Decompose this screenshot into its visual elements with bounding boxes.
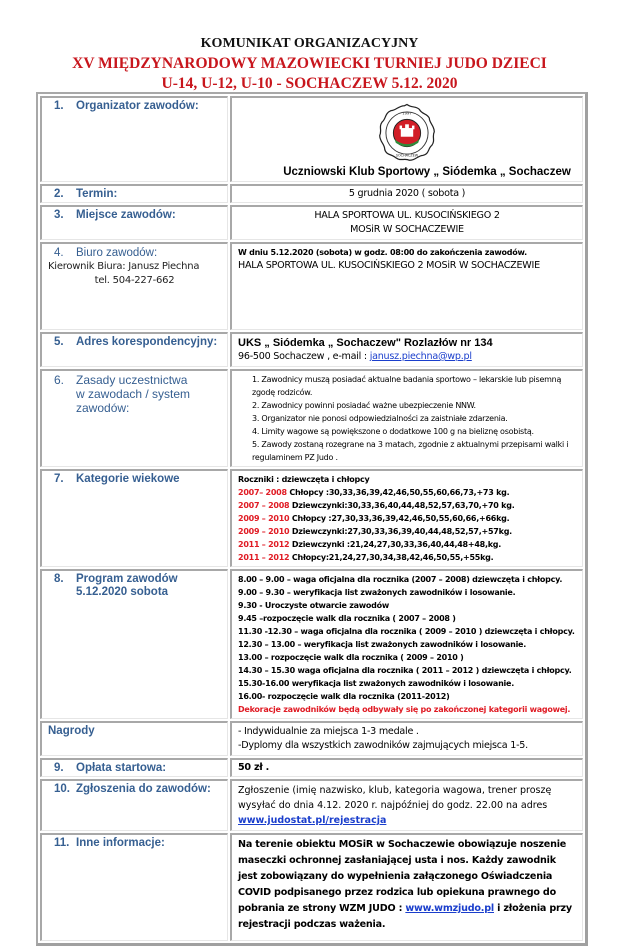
row-prizes <box>40 721 583 756</box>
row-number: 6. <box>54 373 65 387</box>
row-categories <box>40 469 583 567</box>
categories-label: Kategorie wiekowe <box>76 473 180 485</box>
row-number: 5. <box>54 336 64 348</box>
address-line2: 96-500 Sochaczew , e-mail : <box>238 351 370 362</box>
office-label-cell <box>40 242 228 330</box>
categories-intro: Roczniki : dziewczęta i chłopcy <box>238 475 370 484</box>
program-item: 11.30 -12.30 – waga oficjalna dla rocznika ( 2009 – 2010 ) dziewczęta i chłopcy. <box>238 627 575 636</box>
prizes-value-cell <box>230 721 583 756</box>
program-item: 8.00 – 9.00 – waga oficjalna dla rocznika (2007 – 2008) dziewczęta i chłopcy. <box>238 575 563 584</box>
program-item: 16.00- rozpoczęcie walk dla rocznika (2011-2012) <box>238 692 450 701</box>
club-logo-icon <box>376 102 438 164</box>
prizes-label: Nagrody <box>40 721 228 756</box>
program-item: 9.30 - Uroczyste otwarcie zawodów <box>238 601 390 610</box>
rule-item: 1. Zawodnicy muszą posiadać aktualne badania sportowo – lekarskie lub pisemną zgodę rodziców. <box>252 375 562 397</box>
rule-item: 2. Zawodnicy powinni posiadać ważne ubezpieczenie NNW. <box>252 401 476 410</box>
program-item: 15.30-16.00 weryfikacja list zważonych zawodników i losowanie. <box>238 679 514 688</box>
address-label-cell <box>40 332 228 367</box>
category-weights: Dziewczynki:27,30,33,36,39,40,44,48,52,57,+57kg. <box>289 527 512 536</box>
row-office <box>40 242 583 330</box>
category-weights: Dziewczynki:30,33,36,40,44,48,52,57,63,70,+70 kg. <box>289 501 515 510</box>
svg-text:SOCHACZEW: SOCHACZEW <box>395 153 419 158</box>
row-number: 4. <box>54 247 64 259</box>
tournament-name: XV MIĘDZYNARODOWY MAZOWIECKI TURNIEJ JUDO DZIECI <box>72 55 547 72</box>
row-number: 2. <box>54 188 64 200</box>
office-hours: W dniu 5.12.2020 (sobota) w godz. 08:00 do zakończenia zawodów. <box>238 248 527 257</box>
registration-link[interactable]: www.judostat.pl/rejestracja <box>238 815 387 826</box>
program-item: 14.30 – 15.30 waga oficjalna dla rocznika ( 2011 – 2012 ) dziewczęta i chłopcy. <box>238 666 572 675</box>
wmzjudo-link[interactable]: www.wmzjudo.pl <box>405 903 494 914</box>
rule-item: 3. Organizator nie ponosi odpowiedzialności za zaistniałe zdarzenia. <box>252 414 508 423</box>
category-years: 2011 – 2012 <box>238 553 290 562</box>
category-item <box>238 551 576 564</box>
program-date: 5.12.2020 sobota <box>76 586 169 598</box>
row-number: 9. <box>54 762 64 774</box>
registration-value-cell <box>230 779 583 831</box>
rules-label-cell <box>40 369 228 467</box>
row-number: 7. <box>54 473 64 485</box>
registration-text: Zgłoszenie (imię nazwisko, klub, kategoria wagowa, trener proszę wysyłać do dnia 4.12. 2020 r. najpóźniej do godz. 22.00 na adres <box>238 785 552 811</box>
rules-label-line: Zasady uczestnictwa <box>76 373 188 387</box>
category-years: 2007 – 2008 <box>238 501 290 510</box>
prizes-line: -Dyplomy dla wszystkich zawodników zajmujących miejsca 1-5. <box>238 740 528 751</box>
fee-label-cell <box>40 758 228 777</box>
category-item <box>238 486 576 499</box>
date-label: Termin: <box>76 188 118 200</box>
row-number: 8. <box>54 573 64 585</box>
address-line1: UKS „ Siódemka „ Sochaczew" Rozlazłów nr 134 <box>238 337 493 349</box>
program-note: Dekoracje zawodników będą odbywały się po zakończonej kategorii wagowej. <box>238 705 571 714</box>
office-label: Biuro zawodów: <box>76 247 158 259</box>
rules-list <box>230 369 583 467</box>
info-table <box>36 92 588 946</box>
other-label: Inne informacje: <box>76 837 165 849</box>
category-weights: Chłopcy :30,33,36,39,42,46,50,55,60,66,73,+73 kg. <box>286 488 510 497</box>
venue-line1: HALA SPORTOWA UL. KUSOCIŃSKIEGO 2 <box>314 210 500 221</box>
row-number: 1. <box>54 100 64 112</box>
other-text-end: i złożenia przy rejestracji podczas ważenia. <box>238 903 572 930</box>
organizer-club-name: Uczniowski Klub Sportowy „ Siódemka „ Sochaczew <box>283 166 571 178</box>
rule-item: 4. Limity wagowe są powiększone o dodatkowe 100 g na bieliznę osobistą. <box>252 427 534 436</box>
category-item <box>238 512 576 525</box>
other-text: Na terenie obiektu MOSiR w Sochaczewie obowiązuje noszenie maseczki ochronnej zasłaniającej usta i nos. Każdy zawodnik jest zobowiązany do wypełnienia załączonego Oświadczenia COVID podpisanego przez rodzica lub opiekuna prawnego do pobrania ze strony WZM JUDO : <box>238 839 567 914</box>
row-number: 11. <box>54 837 70 849</box>
office-phone: tel. 504-227-662 <box>94 275 175 286</box>
organizer-label: Organizator zawodów: <box>76 100 199 112</box>
registration-label: Zgłoszenia do zawodów: <box>76 783 211 795</box>
program-item: 13.00 – rozpoczęcie walk dla rocznika ( 2009 – 2010 ) <box>238 653 464 662</box>
email-link[interactable]: janusz.piechna@wp.pl <box>369 351 472 362</box>
fee-label: Opłata startowa: <box>76 762 167 774</box>
venue-line2: MOSiR W SOCHACZEWIE <box>350 224 464 235</box>
prizes-line: - Indywidualnie za miejsca 1-3 medale . <box>238 726 419 737</box>
row-registration <box>40 779 583 831</box>
office-manager: Kierownik Biura: Janusz Piechna <box>48 261 200 272</box>
categories-label-cell <box>40 469 228 567</box>
office-value-cell <box>230 242 583 330</box>
date-value: 5 grudnia 2020 ( sobota ) <box>230 184 583 203</box>
row-address <box>40 332 583 367</box>
program-item: 9.45 –rozpoczęcie walk dla rocznika ( 2007 – 2008 ) <box>238 614 456 623</box>
document-title: KOMUNIKAT ORGANIZACYJNY <box>200 36 419 51</box>
organizer-value-cell <box>230 96 583 182</box>
row-number: 3. <box>54 209 64 221</box>
venue-value-cell <box>230 205 583 240</box>
rules-label-line: w zawodach / system <box>76 387 191 401</box>
category-weights: Chłopcy:21,24,27,30,34,38,42,46,50,55,+55kg. <box>289 553 494 562</box>
category-item <box>238 538 576 551</box>
program-item: 9.00 – 9.30 – weryfikacja list zważonych zawodników i losowanie. <box>238 588 516 597</box>
other-label-cell <box>40 833 228 941</box>
program-label: Program zawodów <box>76 573 178 585</box>
svg-text:1997: 1997 <box>402 111 412 116</box>
category-weights: Chłopcy :27,30,33,36,39,42,46,50,55,60,66,+66kg. <box>289 514 510 523</box>
rule-item: 5. Zawody zostaną rozegrane na 3 matach, zgodnie z aktualnymi przepisami walki i regulaminem PZ Judo . <box>252 440 569 462</box>
categories-list <box>230 469 583 567</box>
row-rules <box>40 369 583 467</box>
row-organizer <box>40 96 583 182</box>
row-date <box>40 184 583 203</box>
row-venue <box>40 205 583 240</box>
category-years: 2007– 2008 <box>238 488 287 497</box>
category-weights: Dziewczynki :21,24,27,30,33,36,40,44,48+48,kg. <box>289 540 502 549</box>
category-years: 2011 – 2012 <box>238 540 290 549</box>
other-value-cell <box>230 833 583 941</box>
category-item <box>238 525 576 538</box>
date-label-cell <box>40 184 228 203</box>
registration-label-cell <box>40 779 228 831</box>
row-other-info <box>40 833 583 941</box>
office-location: HALA SPORTOWA UL. KUSOCIŃSKIEGO 2 MOSiR W SOCHACZEWIE <box>238 260 540 271</box>
venue-label-cell <box>40 205 228 240</box>
fee-value: 50 zł . <box>230 758 583 777</box>
row-number: 10. <box>54 783 70 795</box>
row-fee <box>40 758 583 777</box>
tournament-subtitle: U-14, U-12, U-10 - SOCHACZEW 5.12. 2020 <box>161 75 458 92</box>
program-item: 12.30 – 13.00 – weryfikacja list zważonych zawodników i losowanie. <box>238 640 527 649</box>
rules-label-line: zawodów: <box>76 401 130 415</box>
row-program <box>40 569 583 719</box>
program-list <box>230 569 583 719</box>
category-item <box>238 499 576 512</box>
organizer-label-cell <box>40 96 228 182</box>
category-years: 2009 – 2010 <box>238 527 290 536</box>
address-value-cell <box>230 332 583 367</box>
program-label-cell <box>40 569 228 719</box>
address-label: Adres korespondencyjny: <box>76 336 218 348</box>
venue-label: Miejsce zawodów: <box>76 209 176 221</box>
category-years: 2009 – 2010 <box>238 514 290 523</box>
